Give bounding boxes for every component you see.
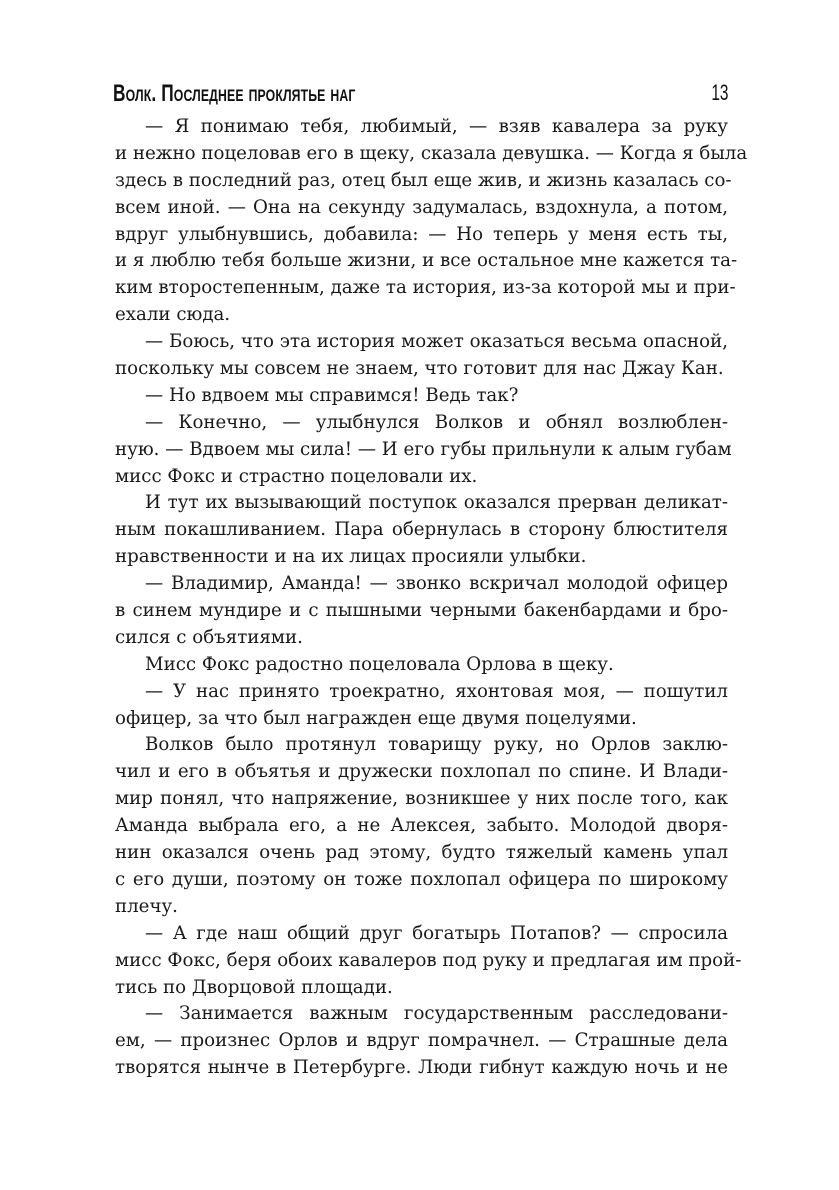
text-line: и нежно поцеловав его в щеку, сказала девушка. — Когда я была (115, 142, 748, 164)
text-line: — Владимир, Аманда! — звонко вскричал молодой офицер (145, 573, 728, 595)
running-header (113, 80, 730, 110)
paragraph (115, 732, 728, 920)
text-line: — А где наш общий друг богатырь Потапов? — спросила (145, 922, 728, 944)
paragraph (115, 329, 728, 383)
text-line: офицер, за что был награжден еще двумя поцелуями. (115, 707, 637, 729)
text-line: — Боюсь, что эта история может оказаться весьма опасной, (145, 331, 728, 353)
text-line: — Занимается важным государственным расследовани- (145, 1003, 728, 1025)
page-number: 13 (710, 80, 728, 105)
text-line: тись по Дворцовой площади. (115, 976, 393, 998)
text-line: и я люблю тебя больше жизни, и все остальное мне кажется та- (115, 250, 738, 272)
text-line: И тут их вызывающий поступок оказался прерван деликат- (145, 492, 728, 514)
text-line: ную. — Вдвоем мы сила! — И его губы прильнули к алым губам (115, 438, 732, 460)
text-line: мир понял, что напряжение, возникшее у них после того, как (115, 788, 728, 810)
text-line: Мисс Фокс радостно поцеловала Орлова в щеку. (145, 653, 614, 675)
text-line: здесь в последний раз, отец был еще жив, и жизнь казалась со- (115, 169, 732, 191)
paragraph (115, 679, 728, 733)
text-line: мисс Фокс и страстно поцеловали их. (115, 465, 478, 487)
paragraph (115, 490, 728, 571)
text-line: поскольку мы совсем не знаем, что готовит для нас Джау Кан. (115, 358, 724, 380)
running-title: Волк. Последнее проклятье наг (113, 80, 356, 107)
paragraph (115, 114, 748, 329)
text-line: ким второстепенным, даже та история, из-за которой мы и при- (115, 277, 736, 299)
text-line: ным покашливанием. Пара обернулась в сторону блюстителя (115, 519, 728, 541)
text-line: — У нас принято троекратно, яхонтовая моя, — пошутил (145, 680, 728, 702)
text-line: вдруг улыбнувшись, добавила: — Но теперь у меня есть ты, (115, 223, 728, 245)
text-line: нравственности и на их лицах просияли улыбки. (115, 546, 587, 568)
text-line: мисс Фокс, беря обоих кавалеров под руку и предлагая им прой- (115, 949, 742, 971)
text-line: всем иной. — Она на секунду задумалась, вздохнула, а потом, (115, 196, 728, 218)
paragraph (115, 1001, 728, 1082)
text-line: ехали сюда. (115, 304, 231, 326)
text-line: — Я понимаю тебя, любимый, — взяв кавалера за руку (145, 116, 728, 137)
text-line: чил и его в объятья и дружески похлопал по спине. И Влади- (115, 761, 728, 783)
text-line: сился с объятиями. (115, 626, 303, 648)
text-line: плечу. (115, 895, 178, 917)
text-line: нин оказался очень рад этому, будто тяжелый камень упал (115, 842, 728, 864)
paragraph (115, 410, 732, 491)
paragraph (115, 571, 728, 652)
body-text (115, 114, 748, 1082)
text-line: творятся нынче в Петербурге. Люди гибнут каждую ночь и не (115, 1057, 728, 1079)
text-line: с его души, поэтому он тоже похлопал офицера по широкому (115, 868, 728, 890)
paragraph (115, 383, 728, 410)
text-line: — Конечно, — улыбнулся Волков и обнял возлюблен- (145, 411, 728, 433)
paragraph (115, 921, 742, 1002)
text-line: в синем мундире и с пышными черными бакенбардами и бро- (115, 600, 728, 622)
text-line: — Но вдвоем мы справимся! Ведь так? (145, 384, 519, 406)
text-line: Аманда выбрала его, а не Алексея, забыто. Молодой дворя- (115, 815, 728, 837)
paragraph (115, 652, 728, 679)
text-line: ем, — произнес Орлов и вдруг помрачнел. — Страшные дела (115, 1030, 728, 1052)
text-line: Волков было протянул товарищу руку, но Орлов заклю- (145, 734, 728, 756)
